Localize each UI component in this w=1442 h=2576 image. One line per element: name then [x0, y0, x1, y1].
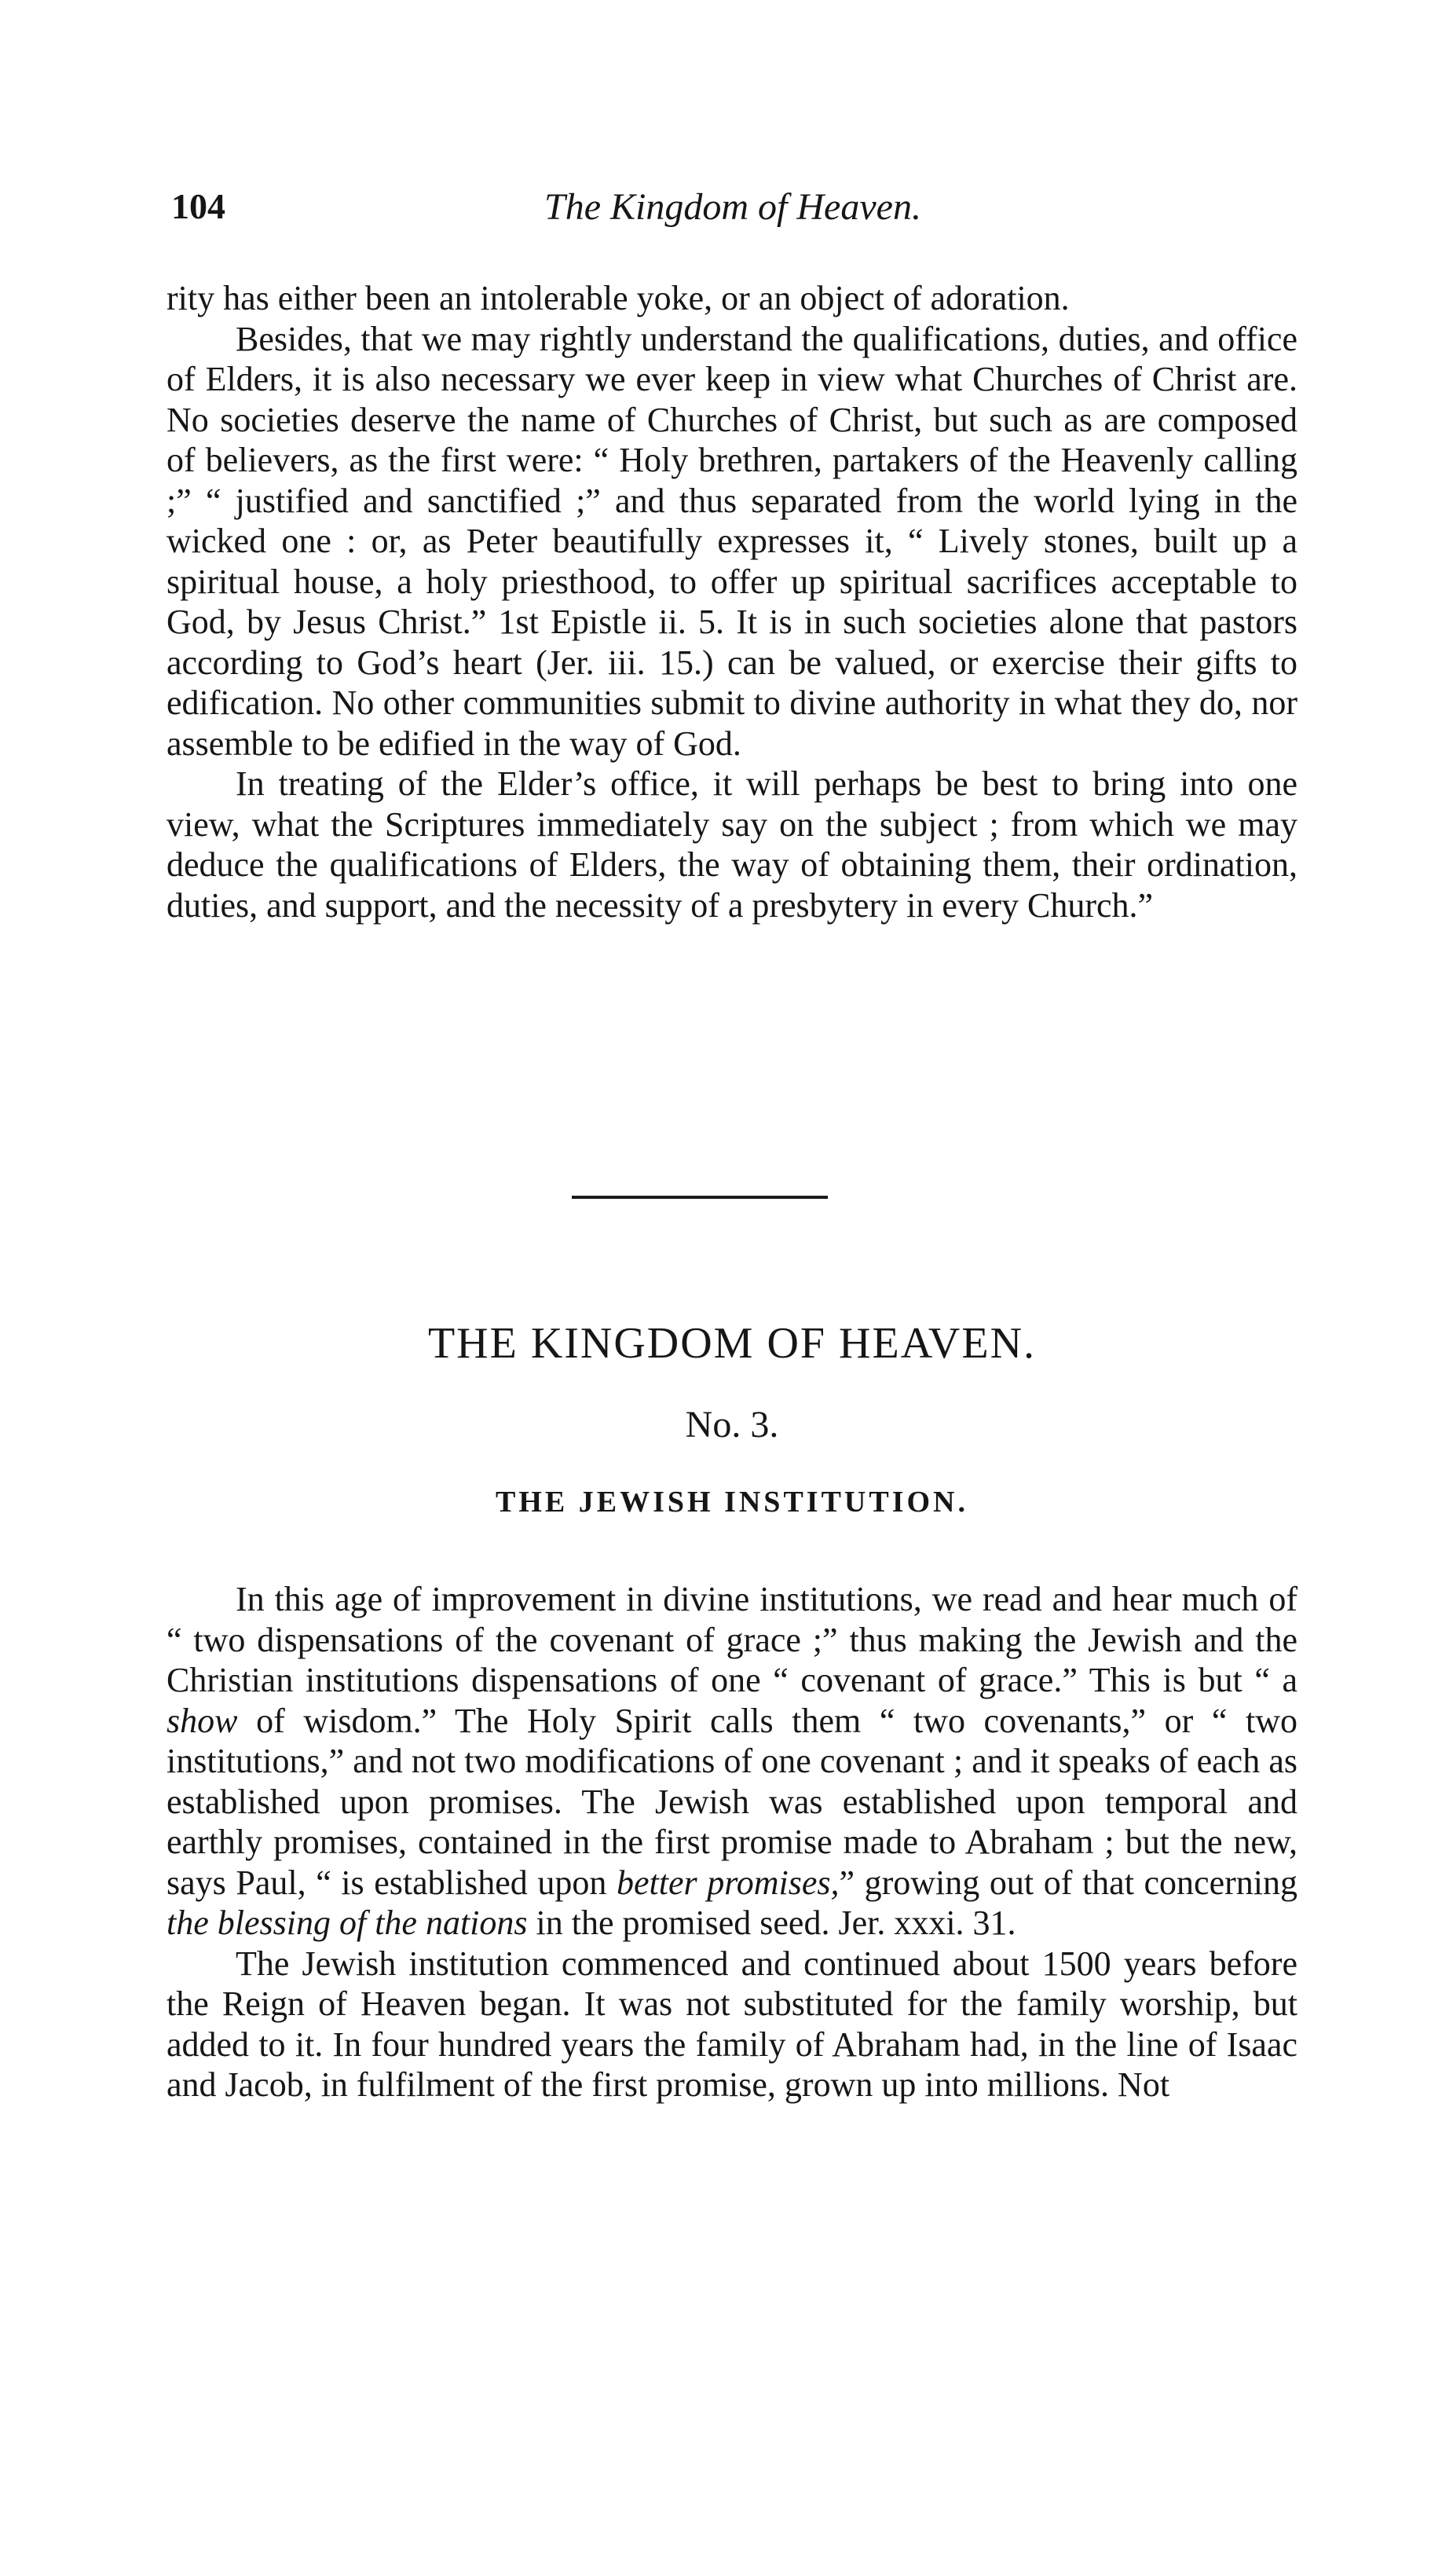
article-body	[167, 1579, 1297, 2105]
paragraph-two-dispensations	[167, 1579, 1297, 1944]
paragraph-jewish-institution: The Jewish institution commenced and continued about 1500 years before the Reign of Heaven began. It was not substituted for the family worship, but added to it. In four hundred years the family of Abraham had, in the line of Isaac and Jacob, in fulfilment of the first promise, grown up into millions. Not	[167, 1944, 1297, 2104]
section-divider	[572, 1196, 828, 1199]
paragraph-text: ” growing out of that concerning	[839, 1863, 1297, 1902]
italic-text: show	[167, 1701, 238, 1740]
article-title: THE KINGDOM OF HEAVEN.	[427, 1319, 1037, 1368]
paragraph-churches-of-christ: Besides, that we may rightly understand the qualifications, duties, and office of Elders, it is also necessary we ever keep in view what Churches of Christ are. No societies deserve the name of Churches of Christ, but such as are composed of believers, as the first were: “ Holy brethren, partakers of the Heavenly calling ;” “ justified and sanctified ;” and thus separated from the world lying in the wicked one : or, as Peter beautifully expresses it, “ Lively stones, built up a spiritual house, a holy priesthood, to offer up spiritual sacrifices acceptable to God, by Jesus Christ.” 1st Epistle ii. 5. It is in such societies alone that pastors according to God’s heart (Jer. iii. 15.) can be valued, or exercise their gifts to edification. No other communities submit to divine authority in what they do, nor assemble to be edified in the way of God.	[167, 319, 1297, 763]
continued-article-text	[167, 278, 1297, 925]
paragraph-text: In this age of improvement in divine institutions, we read and hear much of “ two dispensations of the covenant of grace ;” thus making the Jewish and the Christian institutions dispensations of one “ covenant of grace.” This is but “ a	[167, 1580, 1297, 1699]
paragraph-text: of wisdom.” The Holy Spirit calls them “ two covenants,” or “ two institutions,” and not two modifications of one covenant ; and it speaks of each as established upon promises. The Jewish was established upon temporal and earthly promises, contained in the first promise made to Abraham ; but the new, says Paul, “ is established upon	[167, 1701, 1297, 1902]
italic-text: the blessing of the nations	[167, 1904, 528, 1942]
paragraph-continuation: rity has either been an intolerable yoke, or an object of adoration.	[167, 279, 1070, 317]
italic-text: better promises,	[616, 1863, 840, 1902]
article-number: No. 3.	[685, 1404, 779, 1446]
page-number: 104	[171, 186, 225, 226]
section-heading: THE JEWISH INSTITUTION.	[496, 1486, 968, 1519]
paragraph-elders-office: In treating of the Elder’s office, it will perhaps be best to bring into one view, what the Scriptures immediately say on the subject ; from which we may deduce the qualifications of Elders, the way of obtaining them, their ordination, duties, and support, and the necessity of a presbytery in every Church.”	[167, 764, 1297, 925]
paragraph-text: in the promised seed. Jer. xxxi. 31.	[527, 1904, 1016, 1942]
running-title: The Kingdom of Heaven.	[544, 186, 921, 228]
running-head	[171, 185, 1294, 233]
